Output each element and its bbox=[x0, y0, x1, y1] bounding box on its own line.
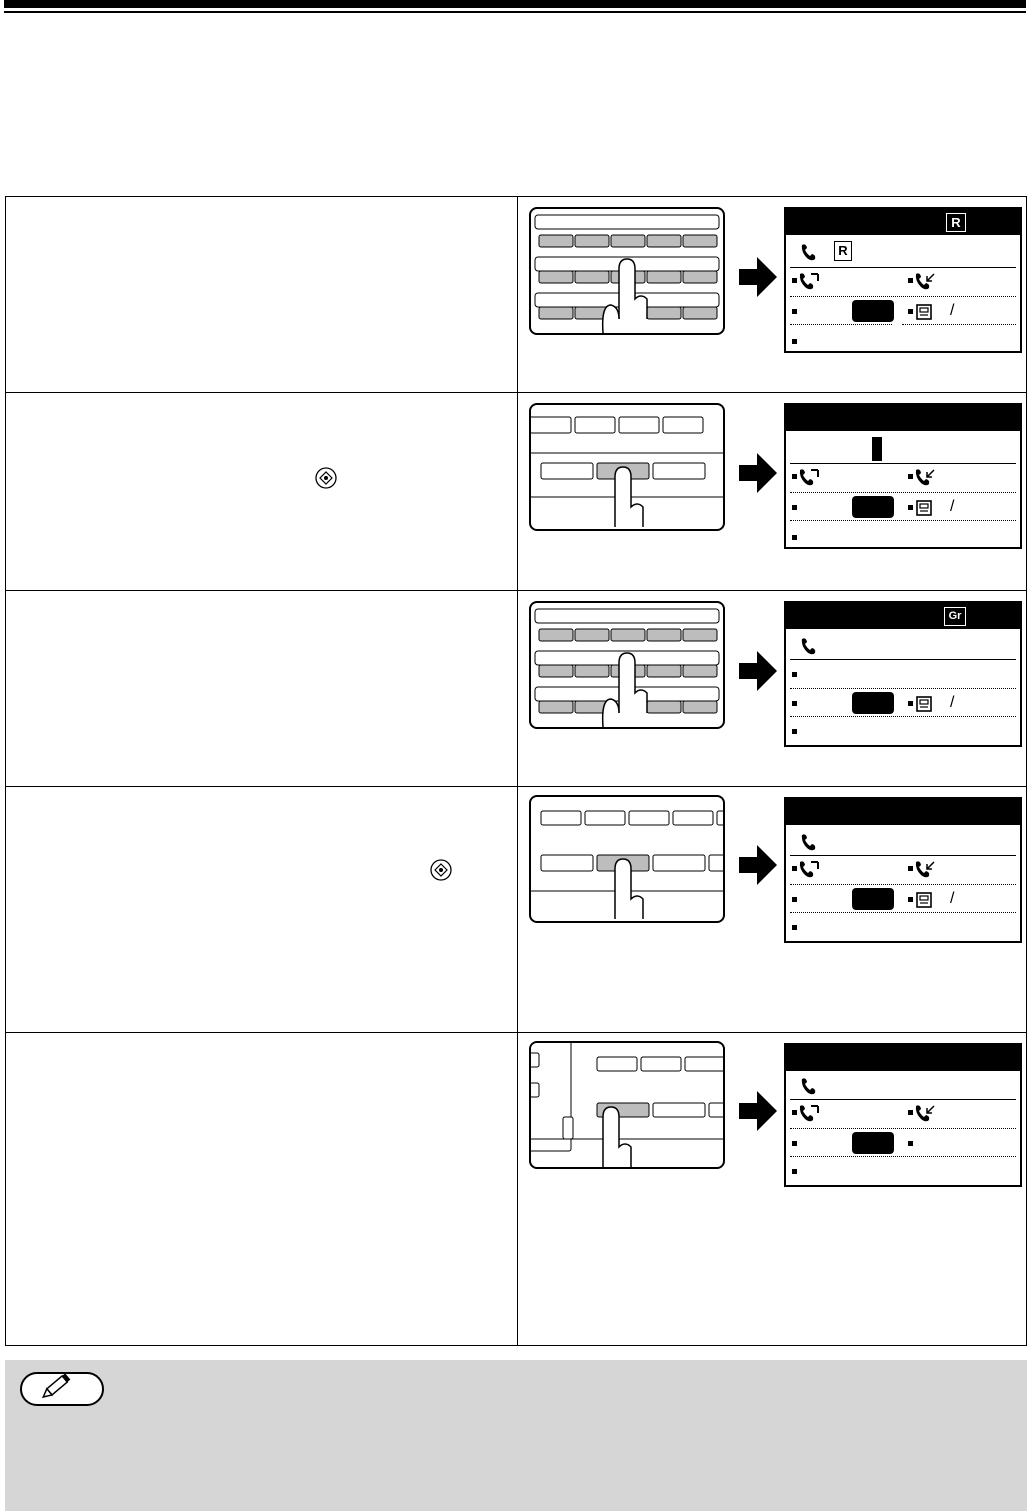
step-1-fax-display bbox=[784, 207, 1022, 353]
start-key-icon bbox=[430, 859, 452, 881]
bullet bbox=[792, 672, 797, 677]
lcd-title-bar bbox=[786, 405, 1020, 431]
memory-separator: / bbox=[950, 890, 955, 907]
arrow-icon bbox=[739, 257, 779, 297]
cursor bbox=[872, 437, 882, 461]
rx-icon bbox=[914, 1104, 936, 1124]
step-row-5 bbox=[6, 1033, 1026, 1347]
bullet bbox=[908, 278, 913, 283]
status-field bbox=[852, 496, 894, 518]
bullet bbox=[908, 1110, 913, 1115]
bullet bbox=[792, 701, 797, 706]
step-row-2 bbox=[6, 393, 1026, 591]
step-4-fax-display bbox=[784, 797, 1022, 943]
lcd-title-bar bbox=[786, 799, 1020, 825]
step-3-touch-panel bbox=[529, 601, 725, 729]
memory-icon bbox=[914, 301, 936, 323]
bullet bbox=[908, 505, 913, 510]
memory-icon bbox=[914, 693, 936, 715]
header-rule-thick bbox=[4, 0, 1026, 8]
arrow-icon bbox=[739, 845, 779, 885]
bullet bbox=[792, 1169, 797, 1174]
note-badge bbox=[20, 1372, 104, 1406]
bullet bbox=[908, 1141, 913, 1146]
bullet bbox=[792, 474, 797, 479]
tx-icon bbox=[798, 468, 820, 488]
phone-icon bbox=[800, 637, 818, 655]
recipient-r-icon: R bbox=[834, 241, 852, 261]
bullet bbox=[792, 866, 797, 871]
phone-icon bbox=[800, 243, 818, 261]
step-row-4 bbox=[6, 787, 1026, 1033]
memory-icon bbox=[914, 497, 936, 519]
step-4-touch-panel bbox=[529, 795, 725, 923]
lcd-title-bar bbox=[786, 603, 1020, 629]
bullet bbox=[908, 866, 913, 871]
bullet bbox=[792, 925, 797, 930]
bullet bbox=[908, 897, 913, 902]
bullet bbox=[792, 729, 797, 734]
phone-icon bbox=[800, 1077, 818, 1095]
bullet bbox=[792, 309, 797, 314]
bullet bbox=[792, 505, 797, 510]
bullet bbox=[792, 1141, 797, 1146]
status-field bbox=[852, 300, 894, 322]
start-key-icon bbox=[315, 467, 337, 489]
bullet bbox=[792, 897, 797, 902]
step-2-touch-panel bbox=[529, 403, 725, 531]
header-rule-thin bbox=[4, 11, 1026, 13]
recipient-r-icon: R bbox=[946, 213, 966, 232]
memory-separator: / bbox=[950, 694, 955, 711]
memory-separator: / bbox=[950, 498, 955, 515]
status-field bbox=[852, 1132, 894, 1154]
step-3-fax-display bbox=[784, 601, 1022, 747]
memory-icon bbox=[914, 889, 936, 911]
bullet bbox=[908, 309, 913, 314]
bullet bbox=[908, 474, 913, 479]
memory-separator: / bbox=[950, 302, 955, 319]
lcd-title-bar bbox=[786, 209, 1020, 235]
bullet bbox=[792, 1110, 797, 1115]
bullet bbox=[792, 278, 797, 283]
rx-icon bbox=[914, 468, 936, 488]
tx-icon bbox=[798, 272, 820, 292]
status-field bbox=[852, 692, 894, 714]
step-5-fax-display bbox=[784, 1043, 1022, 1187]
procedure-steps bbox=[5, 196, 1027, 1346]
rx-icon bbox=[914, 860, 936, 880]
tx-icon bbox=[798, 1104, 820, 1124]
note-box bbox=[5, 1360, 1027, 1511]
rx-icon bbox=[914, 272, 936, 292]
status-field bbox=[852, 888, 894, 910]
tx-icon bbox=[798, 860, 820, 880]
arrow-icon bbox=[739, 1091, 779, 1131]
arrow-icon bbox=[739, 453, 779, 493]
step-row-1 bbox=[6, 197, 1026, 393]
pencil-icon bbox=[22, 1374, 102, 1404]
step-row-3 bbox=[6, 591, 1026, 787]
phone-icon bbox=[800, 833, 818, 851]
bullet bbox=[792, 535, 797, 540]
lcd-title-bar bbox=[786, 1045, 1020, 1071]
step-1-touch-panel bbox=[529, 207, 725, 335]
bullet bbox=[908, 701, 913, 706]
step-5-touch-panel bbox=[529, 1041, 725, 1169]
arrow-icon bbox=[739, 651, 779, 691]
group-gr-icon: Gr bbox=[944, 607, 966, 626]
step-2-fax-display bbox=[784, 403, 1022, 549]
bullet bbox=[792, 339, 797, 344]
